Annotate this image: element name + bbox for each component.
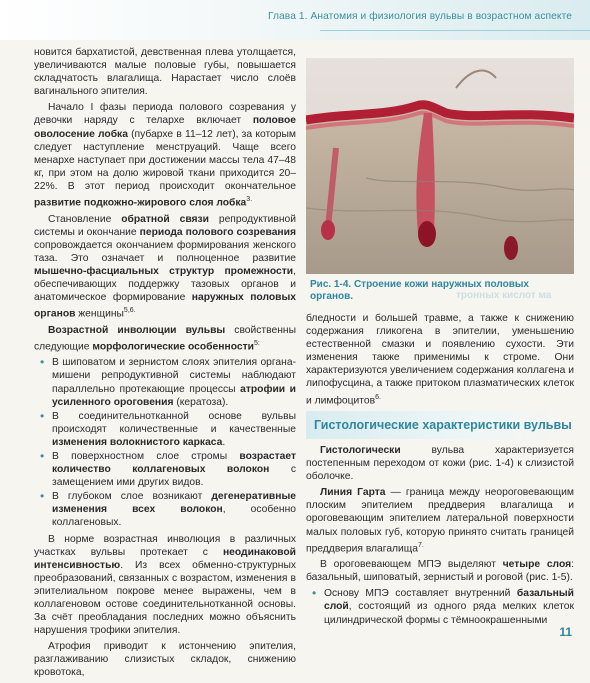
header-rule — [320, 30, 590, 31]
skin-histology-image — [306, 58, 574, 274]
section-title: Гистологические характеристики вульвы — [314, 418, 572, 432]
histology-figure — [306, 58, 574, 274]
chapter-title: Глава 1. Анатомия и физиология вульвы в возрастном аспекте — [267, 11, 572, 22]
right-column-top — [306, 312, 574, 410]
paragraph: Гистологически вульва характеризуется постепенным переходом от кожи (рис. 1-4) к слизистой оболочке. — [306, 445, 574, 483]
bleed-through-text: тронных кислот ма — [456, 290, 552, 301]
list-item: • Основу МПЭ составляет внутренний базальный слой, состоящий из одного ряда мелких клеток цилиндрической формы с тёмноокрашенными — [306, 587, 574, 626]
paragraph: Линия Гарта — граница между неороговевающим плоским эпителием преддверия влагалища и ороговевающим эпителием латеральной поверхности малых половых губ, которую принято считать границей преддверия влагалища$^{7.}$ — [306, 487, 574, 555]
running-header — [0, 0, 590, 40]
right-column-bottom — [306, 444, 574, 630]
paragraph: В норме возрастная инволюция в различных участках вульвы протекает с неодинаковой интенсивностью. Из всех обменно-структурных преобразований, связанных с возрастом, изменения в эпителиальном покрове менее выражены, чем в коллагеновом остове соединительнотканной основы. За счёт преобладания последних можно объяснить нарушения трофики эпителия. — [34, 533, 296, 637]
list-item: • В соединительнотканной основе вульвы происходят количественные и качественные изменения волокнистого каркаса. — [34, 410, 296, 449]
paragraph: В ороговевающем МПЭ выделяют четыре слоя: базальный, шиповатый, зернистый и роговой (рис. 1-5). — [306, 559, 575, 584]
paragraph: Начало I фазы периода полового созревания у девочки наряду с телархе включает половое оволосение лобка (пубархе в 11–12 лет), за которым следует наступление менструаций. Чаще всего менархе наступает при достижении массы тела 47–48 кг, при этом на долю жировой ткани приходится 20–22%. В этот период происходит окончательное развитие подкожно-жирового слоя лобка$^{3.}$ — [34, 102, 296, 209]
list-item: • В шиповатом и зернистом слоях эпителия органа-мишени репродуктивной системы наблюдают параллельно протекающие процессы атрофии и усиленного ороговения (кератоза). — [34, 356, 296, 408]
paragraph: Возрастной инволюции вульвы свойственны следующие морфологические особенности$^{5:}$ — [34, 324, 296, 353]
left-column — [34, 46, 296, 683]
paragraph: бледности и большей травме, а также к снижению содержания гликогена в эпителии, уменьшению естественной смазки и появлению сухости. Эти изменения также применимы к строме. Они характеризуются увеличением содержания коллагена и липофусцина, а также притоком плазматических клеток и лимфоцитов$^{6.}$ — [306, 313, 574, 406]
list-item: • В поверхностном слое стромы возрастает количество коллагеновых волокон с замещением ими других видов. — [34, 450, 296, 489]
bullet-list — [34, 356, 296, 529]
footnote-ref: 7. — [418, 541, 424, 549]
footnote-ref: 6. — [375, 393, 381, 401]
figure-caption: Рис. 1-4. Строение кожи наружных половых органов. — [310, 279, 529, 302]
page-number: 11 — [559, 625, 572, 639]
paragraph: Становление обратной связи репродуктивной системы и окончание периода полового созревания сопровождается окончанием формирования женского таза. Это означает и полноценное развитие мышечно-фасциальных структур промежности, обеспечивающих поддержку тазовых органов и анатомическое формирование наружных половых органов женщины$^{5,6.}$ — [34, 213, 296, 320]
list-item: • В глубоком слое возникают дегенеративные изменения всех волокон, особенно коллагеновых. — [34, 490, 296, 529]
paragraph: Атрофия приводит к истончению эпителия, разглаживанию слизистых складок, снижению кровотока, — [34, 641, 296, 679]
paragraph: новится бархатистой, девственная плева утолщается, увеличиваются малые половые губы, повышается складчатость влагалища. Нарастает число слоёв вагинального эпителия. — [34, 47, 296, 98]
footnote-ref: 3. — [246, 196, 253, 204]
section-heading-bar — [306, 411, 574, 439]
footnote-ref: 5,6. — [123, 307, 136, 315]
footnote-ref: 5: — [253, 339, 260, 347]
bullet-list — [306, 587, 574, 626]
